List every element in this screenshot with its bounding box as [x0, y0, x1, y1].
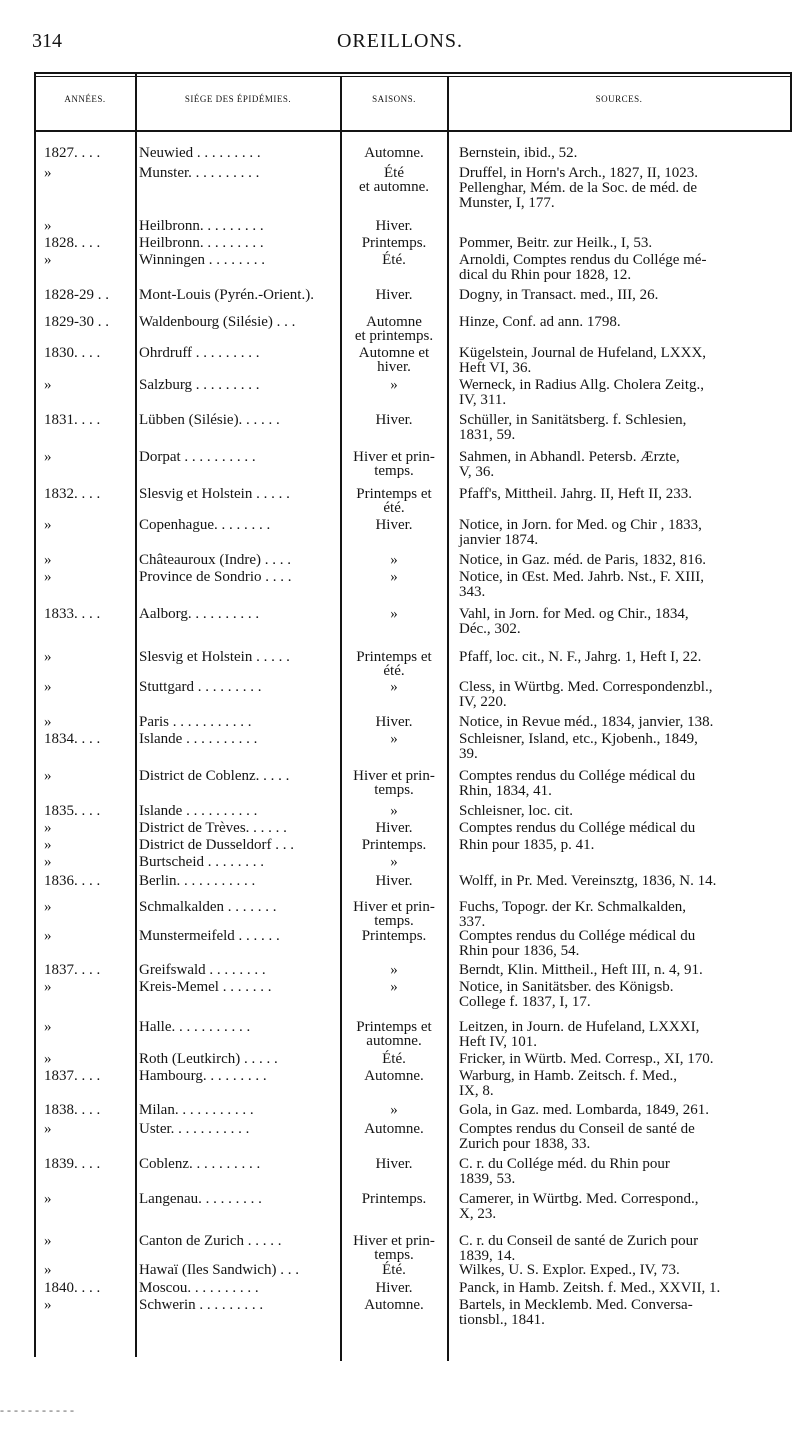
row-year: » [44, 649, 52, 665]
row-year: 1838. . . . [44, 1102, 101, 1118]
row-year: 1830. . . . [44, 345, 101, 361]
row-seat: Halle. . . . . . . . . . . [139, 1020, 251, 1035]
row-year: » [44, 377, 52, 393]
row-season: » [390, 377, 398, 393]
row-source: Rhin pour 1835, p. 41. [459, 837, 595, 853]
row-season: Hiver. [375, 218, 413, 234]
row-seat: Roth (Leutkirch) . . . . . [139, 1052, 278, 1067]
row-source: Leitzen, in Journ. de Hufeland, LXXXI, Heft IV, 101. [459, 1019, 700, 1050]
row-source: Schüller, in Sanitätsberg. f. Schlesien, 1831, 59. [459, 412, 687, 443]
column-divider-season [447, 76, 449, 1361]
row-seat: Coblenz. . . . . . . . . . [139, 1157, 261, 1172]
row-source: Fricker, in Würtb. Med. Corresp., XI, 170. [459, 1051, 714, 1067]
row-seat: Aalborg. . . . . . . . . . [139, 607, 260, 622]
row-season: Hiver. [375, 1280, 413, 1296]
row-year: 1828. . . . [44, 235, 101, 251]
row-year: » [44, 837, 52, 853]
row-year: » [44, 1019, 52, 1035]
header-years: ANNÉES. [64, 94, 106, 104]
row-year: 1840. . . . [44, 1280, 101, 1296]
row-seat: Schwerin . . . . . . . . . [139, 1298, 264, 1313]
row-source: Comptes rendus du Collége médical du Rhin pour 1836, 54. [459, 928, 696, 959]
row-season: Printemps. [361, 1191, 427, 1207]
row-season: » [390, 962, 398, 978]
row-year: 1827. . . . [44, 145, 101, 161]
table-top-rule [34, 72, 791, 74]
row-source: Wolff, in Pr. Med. Vereinsztg, 1836, N. 14. [459, 873, 717, 889]
row-source: Comptes rendus du Conseil de santé de Zurich pour 1838, 33. [459, 1121, 695, 1152]
row-year: » [44, 1233, 52, 1249]
row-year: 1837. . . . [44, 962, 101, 978]
row-year: » [44, 552, 52, 568]
row-seat: Châteauroux (Indre) . . . . [139, 553, 292, 568]
header-seat: SIÉGE DES ÉPIDÉMIES. [184, 94, 292, 104]
row-season: Hiver et prin- temps. [353, 1233, 435, 1263]
row-source: Pfaff's, Mittheil. Jahrg. II, Heft II, 233. [459, 486, 692, 502]
row-season: Printemps. [361, 928, 427, 944]
row-seat: Langenau. . . . . . . . . [139, 1192, 262, 1207]
row-source: Vahl, in Jorn. for Med. og Chir., 1834, Déc., 302. [459, 606, 689, 637]
row-year: » [44, 679, 52, 695]
row-seat: Kreis-Memel . . . . . . . [139, 980, 272, 995]
row-seat: Waldenbourg (Silésie) . . . [139, 315, 296, 330]
row-season: » [390, 569, 398, 585]
row-year: » [44, 1262, 52, 1278]
row-season: » [390, 1102, 398, 1118]
row-seat: Munstermeifeld . . . . . . [139, 929, 280, 944]
row-season: Hiver et prin- temps. [353, 768, 435, 798]
row-source: Gola, in Gaz. med. Lombarda, 1849, 261. [459, 1102, 709, 1118]
row-source: Arnoldi, Comptes rendus du Collége mé- dical du Rhin pour 1828, 12. [459, 252, 707, 283]
row-season: Printemps et été. [356, 486, 432, 516]
row-year: » [44, 928, 52, 944]
row-year: 1839. . . . [44, 1156, 101, 1172]
row-seat: Burtscheid . . . . . . . . [139, 855, 264, 870]
row-seat: Slesvig et Holstein . . . . . [139, 650, 290, 665]
row-seat: Ohrdruff . . . . . . . . . [139, 346, 260, 361]
row-source: Berndt, Klin. Mittheil., Heft III, n. 4, 91. [459, 962, 703, 978]
row-seat: Moscou. . . . . . . . . . [139, 1281, 259, 1296]
row-source: Schleisner, loc. cit. [459, 803, 573, 819]
row-year: » [44, 1121, 52, 1137]
column-divider-seat [340, 76, 342, 1361]
row-season: Hiver. [375, 820, 413, 836]
header-sources: SOURCES. [595, 94, 643, 104]
row-season: Automne. [364, 1068, 424, 1084]
row-source: Pommer, Beitr. zur Heilk., I, 53. [459, 235, 653, 251]
row-source: Kügelstein, Journal de Hufeland, LXXX, Heft VI, 36. [459, 345, 707, 376]
row-year: 1837. . . . [44, 1068, 101, 1084]
row-year: » [44, 517, 52, 533]
row-seat: Canton de Zurich . . . . . [139, 1234, 282, 1249]
row-season: Printemps et été. [356, 649, 432, 679]
row-seat: Uster. . . . . . . . . . . [139, 1122, 250, 1137]
row-source: Notice, in Œst. Med. Jahrb. Nst., F. XIII, 343. [459, 569, 705, 600]
column-divider-right-edge [790, 72, 792, 132]
row-source: Pfaff, loc. cit., N. F., Jahrg. 1, Heft I, 22. [459, 649, 702, 665]
row-source: Notice, in Jorn. for Med. og Chir , 1833, janvier 1874. [459, 517, 702, 548]
row-source: Schleisner, Island, etc., Kjobenh., 1849, 39. [459, 731, 698, 762]
row-season: Été. [382, 1051, 406, 1067]
row-year: 1833. . . . [44, 606, 101, 622]
row-year: 1829-30 . . [44, 314, 109, 330]
row-source: Dogny, in Transact. med., III, 26. [459, 287, 659, 303]
row-source: Sahmen, in Abhandl. Petersb. Ærzte, V, 36. [459, 449, 680, 480]
row-seat: Hambourg. . . . . . . . . [139, 1069, 267, 1084]
row-source: Comptes rendus du Collége médical du Rhin, 1834, 41. [459, 768, 696, 799]
row-season: Été. [382, 1262, 406, 1278]
row-source: Warburg, in Hamb. Zeitsch. f. Med., IX, 8. [459, 1068, 678, 1099]
row-season: Hiver. [375, 287, 413, 303]
row-seat: Copenhague. . . . . . . . [139, 518, 271, 533]
row-seat: District de Dusseldorf . . . [139, 838, 294, 853]
row-year: 1832. . . . [44, 486, 101, 502]
row-year: » [44, 218, 52, 234]
header-seasons: SAISONS. [372, 94, 416, 104]
row-source: C. r. du Conseil de santé de Zurich pour 1839, 14. [459, 1233, 699, 1264]
row-seat: Islande . . . . . . . . . . [139, 804, 258, 819]
row-seat: Lübben (Silésie). . . . . . [139, 413, 280, 428]
row-source: Notice, in Gaz. méd. de Paris, 1832, 816. [459, 552, 707, 568]
table-header-rule [34, 130, 791, 132]
row-season: Printemps. [361, 235, 427, 251]
row-source: Hinze, Conf. ad ann. 1798. [459, 314, 621, 330]
row-season: Automne et hiver. [358, 345, 430, 375]
row-year: » [44, 854, 52, 870]
row-seat: Munster. . . . . . . . . . [139, 166, 260, 181]
row-season: » [390, 979, 398, 995]
column-divider-left-edge [34, 72, 36, 1357]
row-season: Automne et printemps. [354, 314, 434, 344]
row-seat: Milan. . . . . . . . . . . [139, 1103, 254, 1118]
row-seat: Heilbronn. . . . . . . . . [139, 219, 264, 234]
row-year: » [44, 252, 52, 268]
row-source: Notice, in Revue méd., 1834, janvier, 138. [459, 714, 714, 730]
row-seat: Islande . . . . . . . . . . [139, 732, 258, 747]
row-source: Bernstein, ibid., 52. [459, 145, 578, 161]
row-source: Druffel, in Horn's Arch., 1827, II, 1023. Pellenghar, Mém. de la Soc. de méd. de Munster, I, 177. [459, 165, 699, 211]
row-season: Hiver et prin- temps. [353, 449, 435, 479]
row-source: Bartels, in Mecklemb. Med. Conversa- tionsbl., 1841. [459, 1297, 693, 1328]
row-source: Wilkes, U. S. Explor. Exped., IV, 73. [459, 1262, 680, 1278]
row-source: Camerer, in Würtbg. Med. Correspond., X, 23. [459, 1191, 699, 1222]
row-season: Hiver. [375, 873, 413, 889]
bottom-marks: - - - - - - - - - - - [0, 1403, 74, 1417]
row-season: Été. [382, 252, 406, 268]
row-season: » [390, 854, 398, 870]
row-year: » [44, 979, 52, 995]
row-year: » [44, 714, 52, 730]
row-seat: Dorpat . . . . . . . . . . [139, 450, 256, 465]
row-seat: Neuwied . . . . . . . . . [139, 146, 261, 161]
row-season: Printemps. [361, 837, 427, 853]
row-seat: Province de Sondrio . . . . [139, 570, 292, 585]
row-year: » [44, 1191, 52, 1207]
row-seat: Heilbronn. . . . . . . . . [139, 236, 264, 251]
row-seat: Slesvig et Holstein . . . . . [139, 487, 290, 502]
row-year: 1835. . . . [44, 803, 101, 819]
page-number: 314 [32, 30, 62, 52]
row-season: Hiver. [375, 412, 413, 428]
row-seat: District de Trèves. . . . . . [139, 821, 287, 836]
row-source: Werneck, in Radius Allg. Cholera Zeitg., IV, 311. [459, 377, 704, 408]
row-season: » [390, 803, 398, 819]
row-season: Été et automne. [359, 165, 429, 195]
row-season: » [390, 552, 398, 568]
row-seat: Schmalkalden . . . . . . . [139, 900, 277, 915]
row-season: Automne. [364, 145, 424, 161]
row-year: » [44, 165, 52, 181]
column-divider-years [135, 72, 137, 1357]
row-season: Hiver. [375, 1156, 413, 1172]
row-season: » [390, 679, 398, 695]
page-title: OREILLONS. [336, 30, 464, 52]
row-seat: District de Coblenz. . . . . [139, 769, 290, 784]
row-season: Printemps et automne. [356, 1019, 432, 1049]
row-source: Notice, in Sanitätsber. des Königsb. College f. 1837, I, 17. [459, 979, 674, 1010]
row-year: 1831. . . . [44, 412, 101, 428]
row-source: C. r. du Collége méd. du Rhin pour 1839, 53. [459, 1156, 670, 1187]
row-seat: Greifswald . . . . . . . . [139, 963, 266, 978]
row-source: Fuchs, Topogr. der Kr. Schmalkalden, 337. [459, 899, 686, 930]
row-season: Hiver. [375, 714, 413, 730]
row-seat: Paris . . . . . . . . . . . [139, 715, 252, 730]
row-seat: Stuttgard . . . . . . . . . [139, 680, 262, 695]
row-season: Hiver. [375, 517, 413, 533]
row-year: 1828-29 . . [44, 287, 109, 303]
row-year: 1834. . . . [44, 731, 101, 747]
row-year: » [44, 1297, 52, 1313]
row-season: » [390, 606, 398, 622]
row-year: » [44, 820, 52, 836]
row-seat: Winningen . . . . . . . . [139, 253, 266, 268]
row-year: » [44, 449, 52, 465]
row-seat: Hawaï (Iles Sandwich) . . . [139, 1263, 299, 1278]
row-season: Hiver et prin- temps. [353, 899, 435, 929]
row-season: Automne. [364, 1297, 424, 1313]
row-seat: Salzburg . . . . . . . . . [139, 378, 260, 393]
table-top-rule-inner [34, 76, 791, 77]
row-season: Automne. [364, 1121, 424, 1137]
row-year: » [44, 1051, 52, 1067]
row-year: » [44, 569, 52, 585]
row-source: Cless, in Würtbg. Med. Correspondenzbl., IV, 220. [459, 679, 713, 710]
row-seat: Mont-Louis (Pyrén.-Orient.). [139, 288, 314, 303]
row-season: » [390, 731, 398, 747]
row-seat: Berlin. . . . . . . . . . . [139, 874, 256, 889]
row-source: Panck, in Hamb. Zeitsh. f. Med., XXVII, 1. [459, 1280, 721, 1296]
row-year: » [44, 768, 52, 784]
row-source: Comptes rendus du Collége médical du [459, 820, 696, 836]
row-year: 1836. . . . [44, 873, 101, 889]
row-year: » [44, 899, 52, 915]
